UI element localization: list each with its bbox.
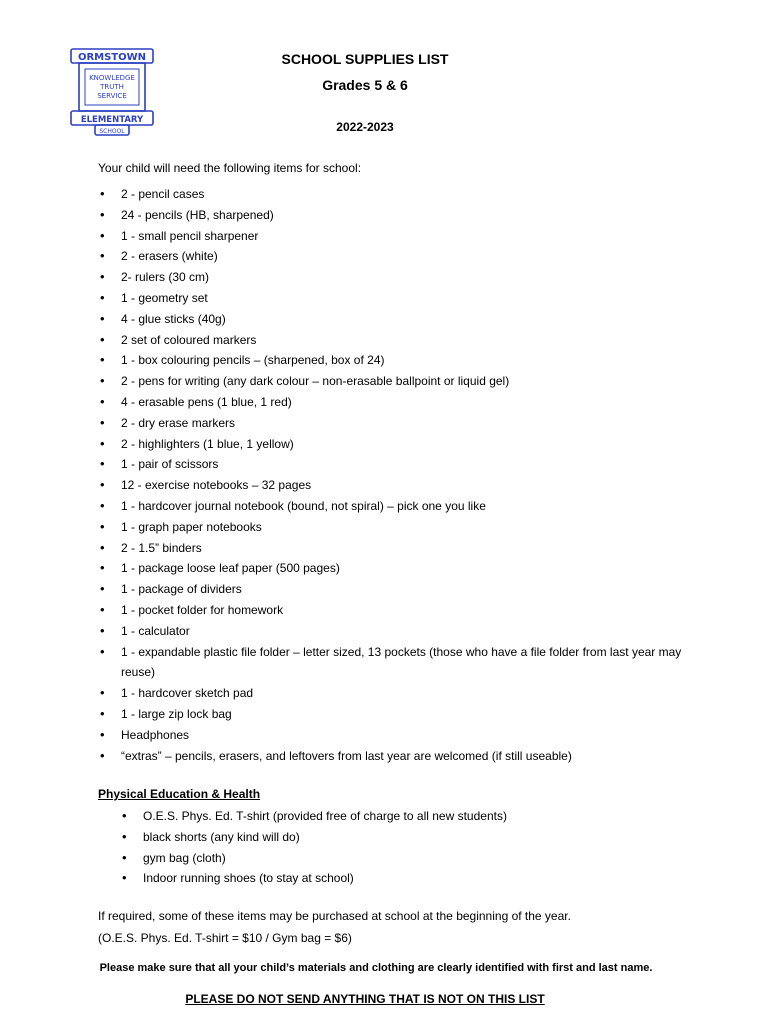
grades-subtitle: Grades 5 & 6 bbox=[322, 77, 408, 93]
list-item: • black shorts (any kind will do) bbox=[120, 827, 507, 848]
list-item: • 2 - highlighters (1 blue, 1 yellow) bbox=[98, 434, 718, 455]
list-item: • gym bag (cloth) bbox=[120, 848, 507, 869]
list-item: • 12 - exercise notebooks – 32 pages bbox=[98, 475, 718, 496]
intro-text: Your child will need the following items for school: bbox=[98, 161, 362, 175]
logo-top-text: ORMSTOWN bbox=[77, 52, 147, 63]
list-item: • 1 - hardcover sketch pad bbox=[98, 683, 718, 704]
school-year: 2022-2023 bbox=[336, 120, 394, 134]
pe-list bbox=[120, 806, 507, 889]
price-note: (O.E.S. Phys. Ed. T-shirt = $10 / Gym bag = $6) bbox=[98, 931, 352, 945]
list-item: • 1 - hardcover journal notebook (bound, not spiral) – pick one you like bbox=[98, 496, 718, 517]
list-item: • 2 - dry erase markers bbox=[98, 413, 718, 434]
list-item: • 2 - erasers (white) bbox=[98, 246, 718, 267]
list-item: • 2- rulers (30 cm) bbox=[98, 267, 718, 288]
logo-line-1: KNOWLEDGE bbox=[89, 74, 135, 82]
purchase-note: If required, some of these items may be purchased at school at the beginning of the year. bbox=[98, 909, 571, 923]
page-title: SCHOOL SUPPLIES LIST bbox=[281, 51, 449, 67]
list-item: • 2 - 1.5” binders bbox=[98, 538, 718, 559]
label-warning: Please make sure that all your child’s materials and clothing are clearly identified with first and last name. bbox=[99, 962, 653, 974]
list-item: • 1 - box colouring pencils – (sharpened, box of 24) bbox=[98, 350, 718, 371]
list-item: • 1 - small pencil sharpener bbox=[98, 226, 718, 247]
list-item: • 1 - package loose leaf paper (500 pages) bbox=[98, 558, 718, 579]
list-item: • 1 - package of dividers bbox=[98, 579, 718, 600]
list-item: • 24 - pencils (HB, sharpened) bbox=[98, 205, 718, 226]
list-item: • 1 - large zip lock bag bbox=[98, 704, 718, 725]
list-item: • Headphones bbox=[98, 725, 718, 746]
list-item: • 1 - calculator bbox=[98, 621, 718, 642]
list-item: • O.E.S. Phys. Ed. T-shirt (provided free of charge to all new students) bbox=[120, 806, 507, 827]
list-item: • Indoor running shoes (to stay at school) bbox=[120, 868, 507, 889]
logo-sub-text: SCHOOL bbox=[99, 128, 125, 135]
list-item: • “extras” – pencils, erasers, and leftovers from last year are welcomed (if still useable) bbox=[98, 746, 718, 767]
list-item: • 4 - erasable pens (1 blue, 1 red) bbox=[98, 392, 718, 413]
list-item: • 1 - expandable plastic file folder – letter sized, 13 pockets (those who have a file folder from last year may reuse) bbox=[98, 642, 718, 684]
list-item: • 2 set of coloured markers bbox=[98, 330, 718, 351]
list-item: • 1 - pocket folder for homework bbox=[98, 600, 718, 621]
list-item: • 1 - graph paper notebooks bbox=[98, 517, 718, 538]
final-notice: PLEASE DO NOT SEND ANYTHING THAT IS NOT ON THIS LIST bbox=[185, 992, 545, 1006]
supplies-list bbox=[98, 184, 718, 766]
list-item: • 2 - pencil cases bbox=[98, 184, 718, 205]
logo-line-2: TRUTH bbox=[100, 83, 124, 91]
pe-heading: Physical Education & Health bbox=[98, 787, 261, 801]
logo-line-3: SERVICE bbox=[97, 92, 127, 100]
list-item: • 1 - pair of scissors bbox=[98, 454, 718, 475]
list-item: • 2 - pens for writing (any dark colour – non-erasable ballpoint or liquid gel) bbox=[98, 371, 718, 392]
list-item: • 1 - geometry set bbox=[98, 288, 718, 309]
logo-bottom-text: ELEMENTARY bbox=[80, 115, 144, 125]
list-item: • 4 - glue sticks (40g) bbox=[98, 309, 718, 330]
